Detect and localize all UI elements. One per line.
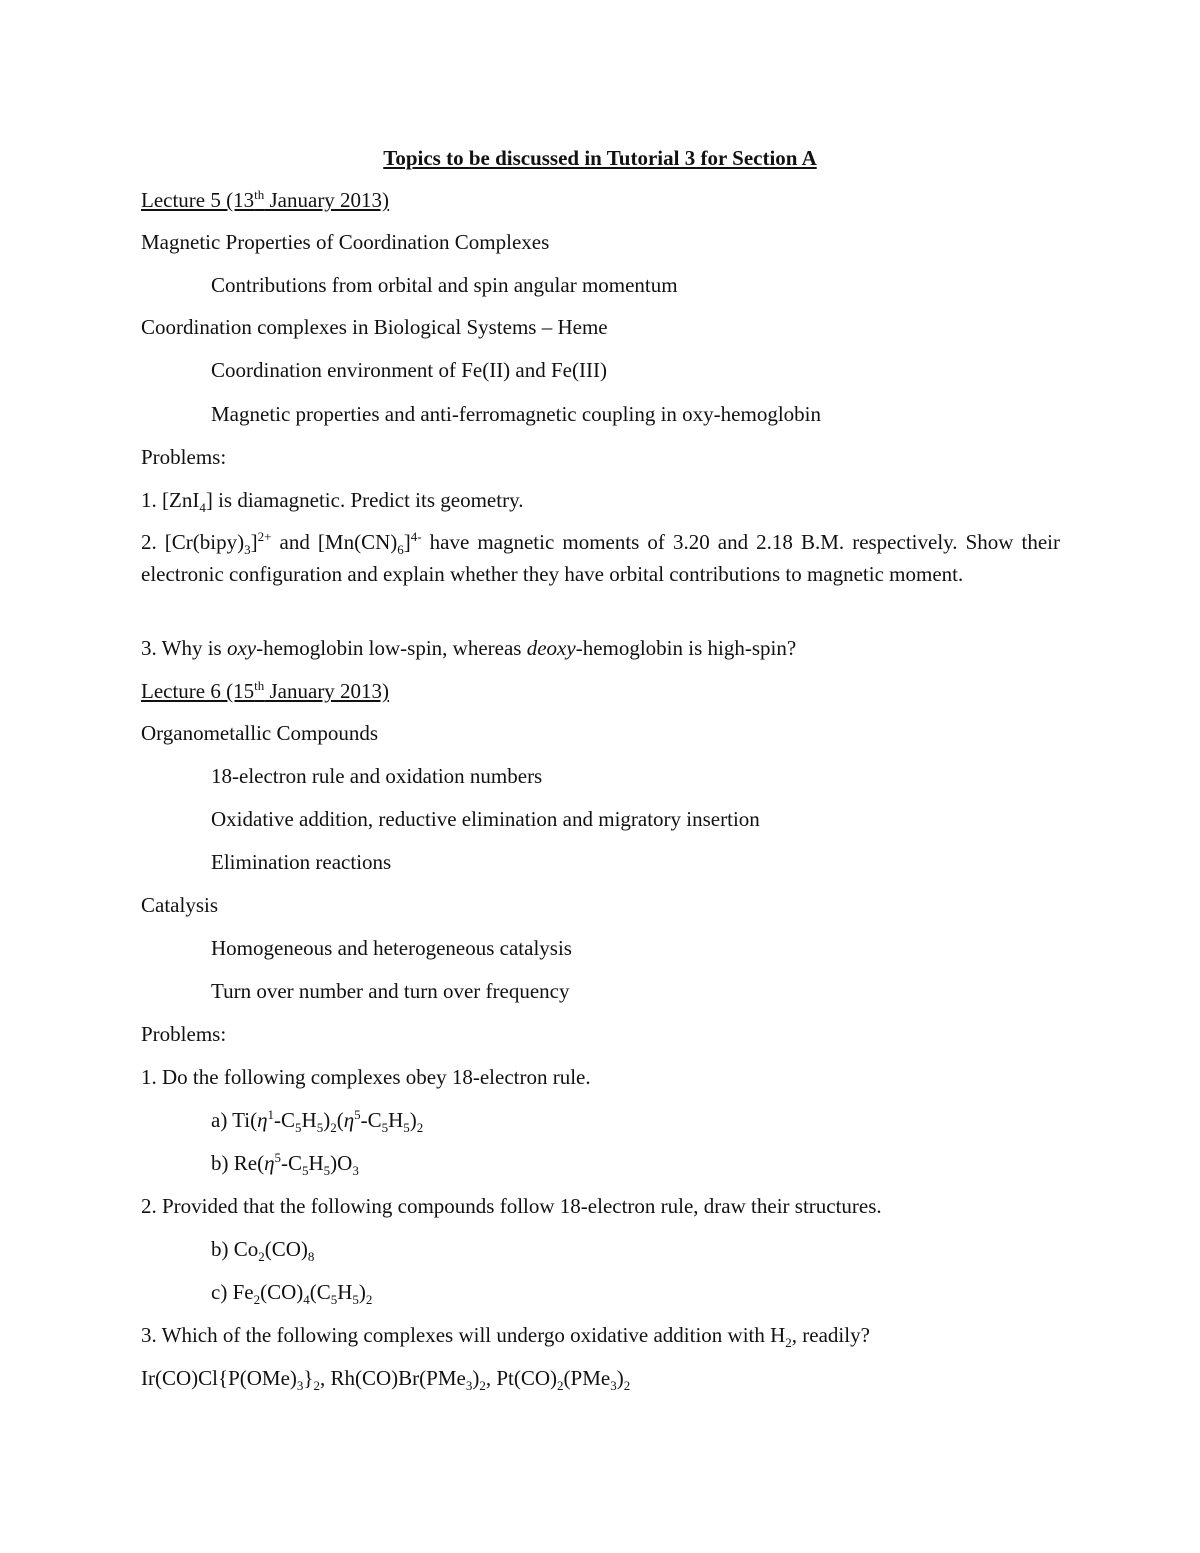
lecture-5-topic-magnetic: Magnetic Properties of Coordination Complexes	[141, 230, 550, 254]
lecture-6-problems-label: Problems:	[141, 1022, 227, 1046]
page-title: Topics to be discussed in Tutorial 3 for Section A	[383, 146, 817, 170]
lecture-5-topic-biological: Coordination complexes in Biological Systems – Heme	[141, 315, 608, 339]
lecture-6-subtopic-oxidative-addition: Oxidative addition, reductive elimination and migratory insertion	[211, 807, 760, 831]
lecture-6-problem-3: 3. Which of the following complexes will undergo oxidative addition with $H_2$, readily?	[141, 1323, 870, 1350]
lecture-6-problem-1a: a) $Ti(\eta^1-C_5H_5)_2(\eta^5-C_5H_5)_2$	[211, 1107, 424, 1135]
lecture-6-problem-2: 2. Provided that the following compounds follow 18-electron rule, draw their structures.	[141, 1194, 882, 1218]
lecture-6-topic-catalysis: Catalysis	[141, 893, 218, 917]
lecture-5-heading: Lecture 5 (13th January 2013)	[141, 187, 390, 212]
lecture-6-subtopic-18-electron: 18-electron rule and oxidation numbers	[211, 764, 543, 788]
lecture-6-subtopic-turnover: Turn over number and turn over frequency	[211, 979, 570, 1003]
lecture-6-problem-3-complexes: $Ir(CO)Cl\{P(OMe)_3\}_2$, $Rh(CO)Br(PMe_3)_2$, $Pt(CO)_2(PMe_3)_2$	[141, 1366, 631, 1393]
lecture-6-problem-2b: b) $Co_2(CO)_8$	[211, 1237, 315, 1264]
lecture-5-subtopic-contributions: Contributions from orbital and spin angular momentum	[211, 273, 678, 297]
lecture-6-topic-organometallic: Organometallic Compounds	[141, 721, 378, 745]
lecture-6-heading: Lecture 6 (15th January 2013)	[141, 678, 390, 703]
lecture-6-subtopic-elimination: Elimination reactions	[211, 850, 392, 874]
lecture-6-problem-1: 1. Do the following complexes obey 18-electron rule.	[141, 1065, 591, 1089]
lecture-6-subtopic-homogeneous: Homogeneous and heterogeneous catalysis	[211, 936, 572, 960]
lecture-5-problem-1: 1. [ZnI$_4$] is diamagnetic. Predict its geometry.	[141, 488, 524, 515]
lecture-5-problems-label: Problems:	[141, 445, 227, 469]
lecture-5-problem-3: 3. Why is oxy-hemoglobin low-spin, whereas deoxy-hemoglobin is high-spin?	[141, 636, 797, 660]
lecture-5-subtopic-coordination-env: Coordination environment of Fe(II) and Fe(III)	[211, 358, 607, 382]
lecture-6-problem-2c: c) $Fe_2(CO)_4(C_5H_5)_2$	[211, 1280, 373, 1307]
lecture-5-problem-2: 2. $[Cr(bipy)_3]^{2+}$ and $[Mn(CN)_6]^{4-}$ have magnetic moments of 3.20 and 2.18 B.M. respectively. Show their electronic configuration and explain whether they have orbital contributions to magnetic moment.	[141, 529, 1060, 586]
lecture-5-subtopic-magnetic-oxy: Magnetic properties and anti-ferromagnetic coupling in oxy-hemoglobin	[211, 402, 821, 426]
lecture-6-problem-1b: b) $Re(\eta^5-C_5H_5)O_3$	[211, 1150, 359, 1178]
